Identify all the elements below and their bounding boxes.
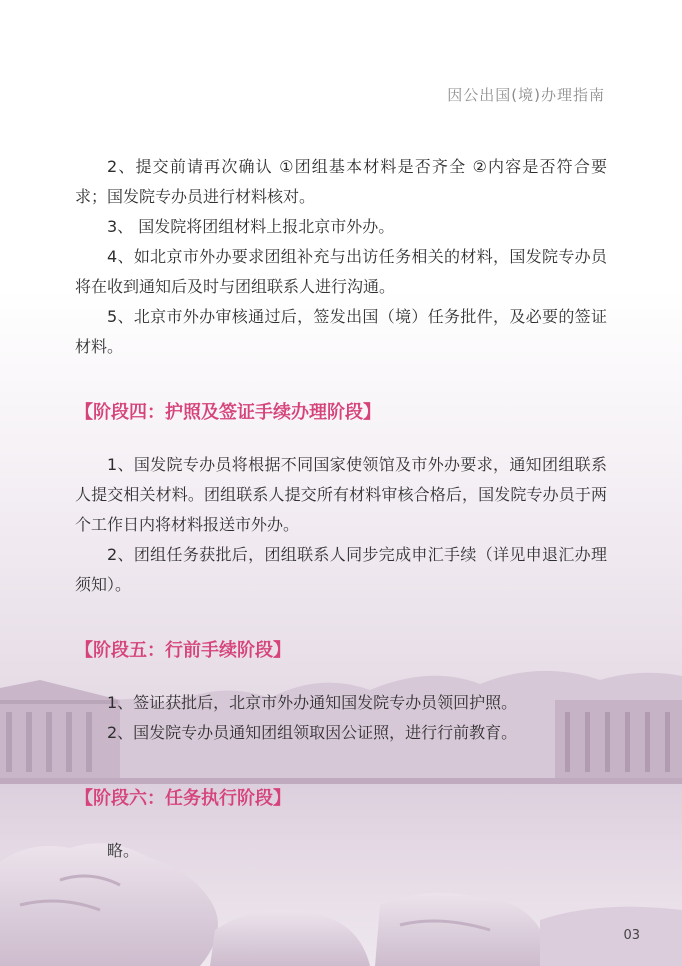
paragraph-stage5-item1: 1、签证获批后，北京市外办通知国发院专办员领回护照。 bbox=[107, 693, 518, 712]
paragraph-stage4-item2: 2、团组任务获批后，团组联系人同步完成申汇手续（详见申退汇办理须知）。 bbox=[75, 545, 607, 594]
paragraph-stage5-item2: 2、国发院专办员通知团组领取因公证照，进行行前教育。 bbox=[107, 723, 518, 742]
paragraph-stage3-item5: 5、北京市外办审核通过后，签发出国（境）任务批件，及必要的签证材料。 bbox=[75, 307, 607, 356]
paragraph-stage4-item1: 1、国发院专办员将根据不同国家使领馆及市外办要求，通知团组联系人提交相关材料。团组联系人提交所有材料审核合格后，国发院专办员于两个工作日内将材料报送市外办。 bbox=[75, 455, 607, 534]
stage-five-heading: 【阶段五：行前手续阶段】 bbox=[75, 640, 291, 661]
stage-four-heading: 【阶段四：护照及签证手续办理阶段】 bbox=[75, 402, 381, 423]
page-number: 03 bbox=[623, 928, 640, 943]
document-body bbox=[75, 152, 607, 866]
paragraph-stage6-item1: 略。 bbox=[107, 841, 140, 860]
paragraph-stage3-item4: 4、如北京市外办要求团组补充与出访任务相关的材料，国发院专办员将在收到通知后及时与团组联系人进行沟通。 bbox=[75, 247, 607, 296]
document-header-title: 因公出国(境)办理指南 bbox=[447, 86, 605, 104]
paragraph-stage3-item2: 2、提交前请再次确认 ①团组基本材料是否齐全 ②内容是否符合要 求；国发院专办员进行材料核对。 bbox=[75, 157, 607, 206]
paragraph-stage3-item3: 3、 国发院将团组材料上报北京市外办。 bbox=[107, 217, 395, 236]
stage-six-heading: 【阶段六：任务执行阶段】 bbox=[75, 788, 291, 809]
